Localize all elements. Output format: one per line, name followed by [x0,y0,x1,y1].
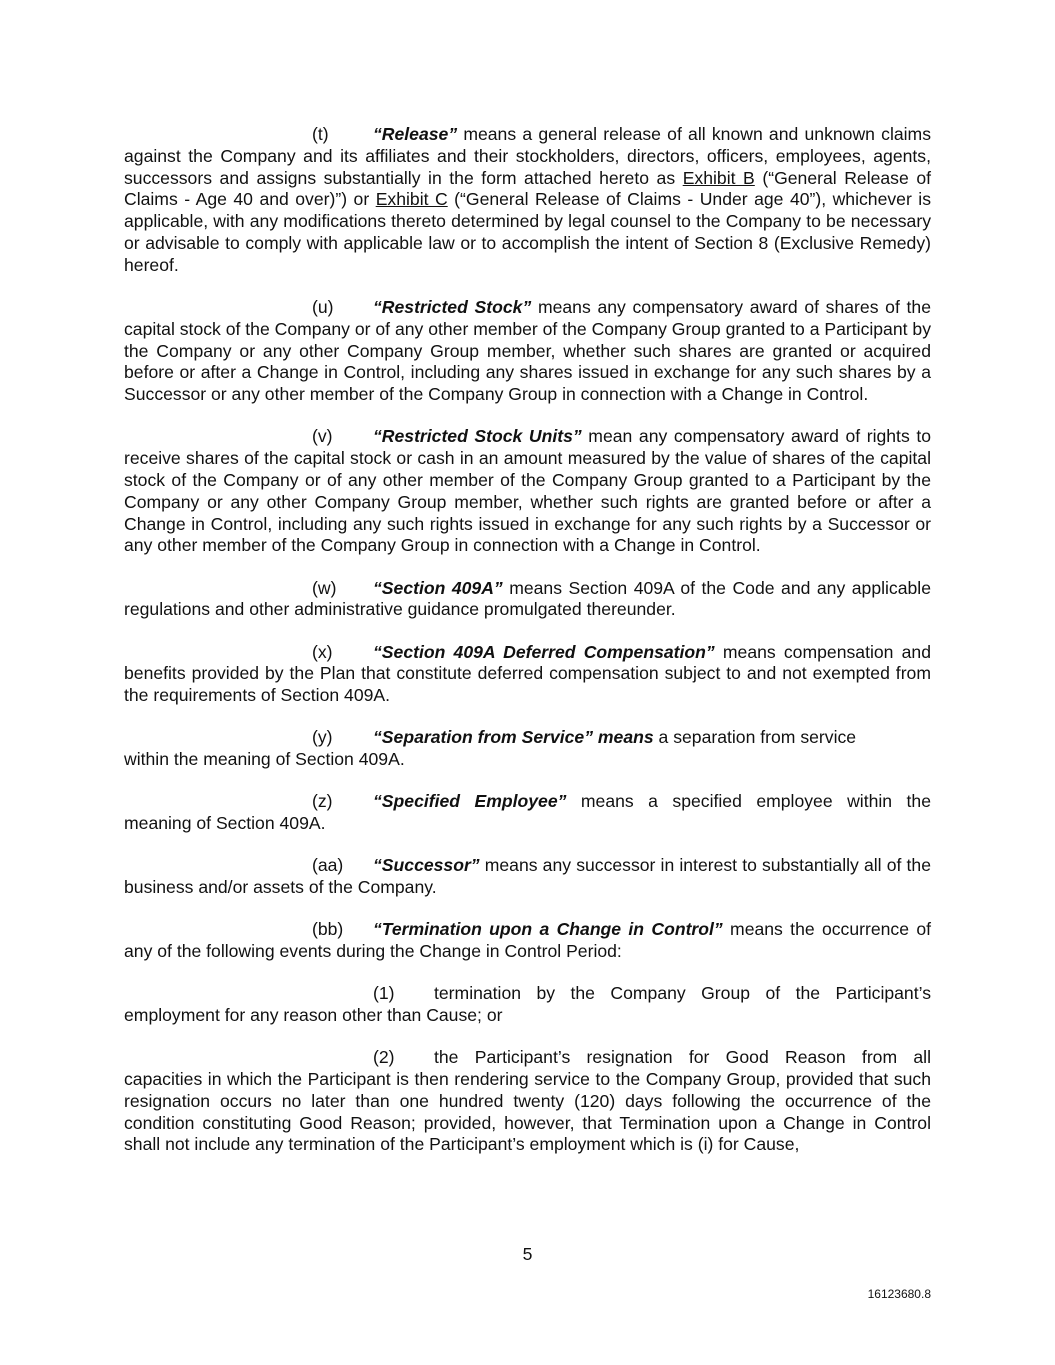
definition-text: (“General Release of Claims - Age 40 and over)”) or [124,167,931,210]
definition-termination-upon-change-in-control [124,919,931,963]
document-id: 16123680.8 [867,1287,931,1301]
definition-text: means any successor in interest to substantially all of the business and/or assets of the Company. [124,855,931,898]
exhibit-b-reference: Exhibit B [682,167,755,188]
definition-label: (aa) [312,855,344,876]
definition-specified-employee [124,791,931,835]
defined-term: “Specified Employee” [373,791,567,812]
definition-label: (w) [312,577,337,598]
definition-text: means any compensatory award of shares of the capital stock of the Company or of any other member of the Company Group granted to a Participant by the Company or any other Company Group member, whether such shares are granted or acquired before or after a Change in Control, including any shares issued in exchange for any such shares by a Successor or any other member of the Company Group in connection with a Change in Control. [124,296,932,405]
definition-release [124,124,931,277]
sub-clause-1 [124,983,931,1027]
sub-clause-label: (1) [373,983,395,1004]
definition-text: mean any compensatory award of rights to receive shares of the capital stock or cash in an amount measured by the value of shares of the capital stock of the Company or of any other member of the Company Group granted to a Participant by the Company or any other Company Group member, whether such rights are granted before or after a Change in Control, including any such rights issued in exchange for any such rights by a Successor or any other member of the Company Group in connection with a Change in Control. [124,426,931,556]
defined-term: “Successor” [373,855,480,876]
definition-separation-from-service [124,727,931,771]
page-number: 5 [522,1244,533,1264]
definition-label: (x) [312,641,333,662]
defined-term: “Section 409A Deferred Compensation” [373,641,715,662]
definition-restricted-stock-units [124,426,931,557]
definition-restricted-stock [124,297,931,406]
definition-label: (z) [312,791,333,812]
definition-label: (bb) [312,919,344,940]
defined-term: “Restricted Stock Units” [373,426,582,447]
defined-term: “Section 409A” [373,577,503,598]
exhibit-c-reference: Exhibit C [375,189,448,210]
definition-label: (v) [312,426,333,447]
defined-term: “Release” [373,124,458,144]
definition-text: (“General Release of Claims - Under age 40”), whichever is applicable, with any modifications thereto determined by legal counsel to the Company to be necessary or advisable to comply with applicable law or to accomplish the intent of Section 8 (Exclusive Remedy) hereof. [124,189,931,275]
definition-label: (u) [312,296,334,317]
sub-clause-text: the Participant’s resignation for Good Reason from all capacities in which the Participant is then rendering service to the Company Group, provided that such resignation occurs no later than one hundred twenty (120) days following the occurrence of the condition constituting Good Reason; provided, however, that Termination upon a Change in Control shall not include any termination of the Participant’s employment which is (i) for Cause, [124,1047,931,1155]
definition-section-409a-deferred-compensation [124,642,931,707]
document-page [124,124,931,1177]
definition-label: (t) [312,124,329,144]
definition-text: means compensation and benefits provided by the Plan that constitute deferred compensation subject to and not exempted from the requirements of Section 409A. [124,641,931,706]
sub-clause-text: termination by the Company Group of the Participant’s employment for any reason other than Cause; or [124,983,931,1026]
definition-label: (y) [312,727,333,748]
defined-term: “Termination upon a Change in Control” [373,919,723,940]
definition-text: a separation from service within the meaning of Section 409A. [124,727,857,770]
sub-clause-label: (2) [373,1047,395,1068]
definition-text: means a general release of all known and unknown claims against the Company and its affiliates and their stockholders, directors, officers, employees, agents, successors and assigns substantially in the form attached hereto as [124,124,931,188]
defined-term: “Restricted Stock” [373,296,532,317]
defined-term: “Separation from Service” means [373,727,654,748]
definition-text: means the occurrence of any of the following events during the Change in Control Period: [124,919,931,962]
definition-text: means a specified employee within the meaning of Section 409A. [124,791,931,834]
sub-clause-2 [124,1047,931,1156]
definition-successor [124,855,931,899]
definition-section-409a [124,578,931,622]
definition-text: means Section 409A of the Code and any applicable regulations and other administrative guidance promulgated thereunder. [124,577,931,620]
